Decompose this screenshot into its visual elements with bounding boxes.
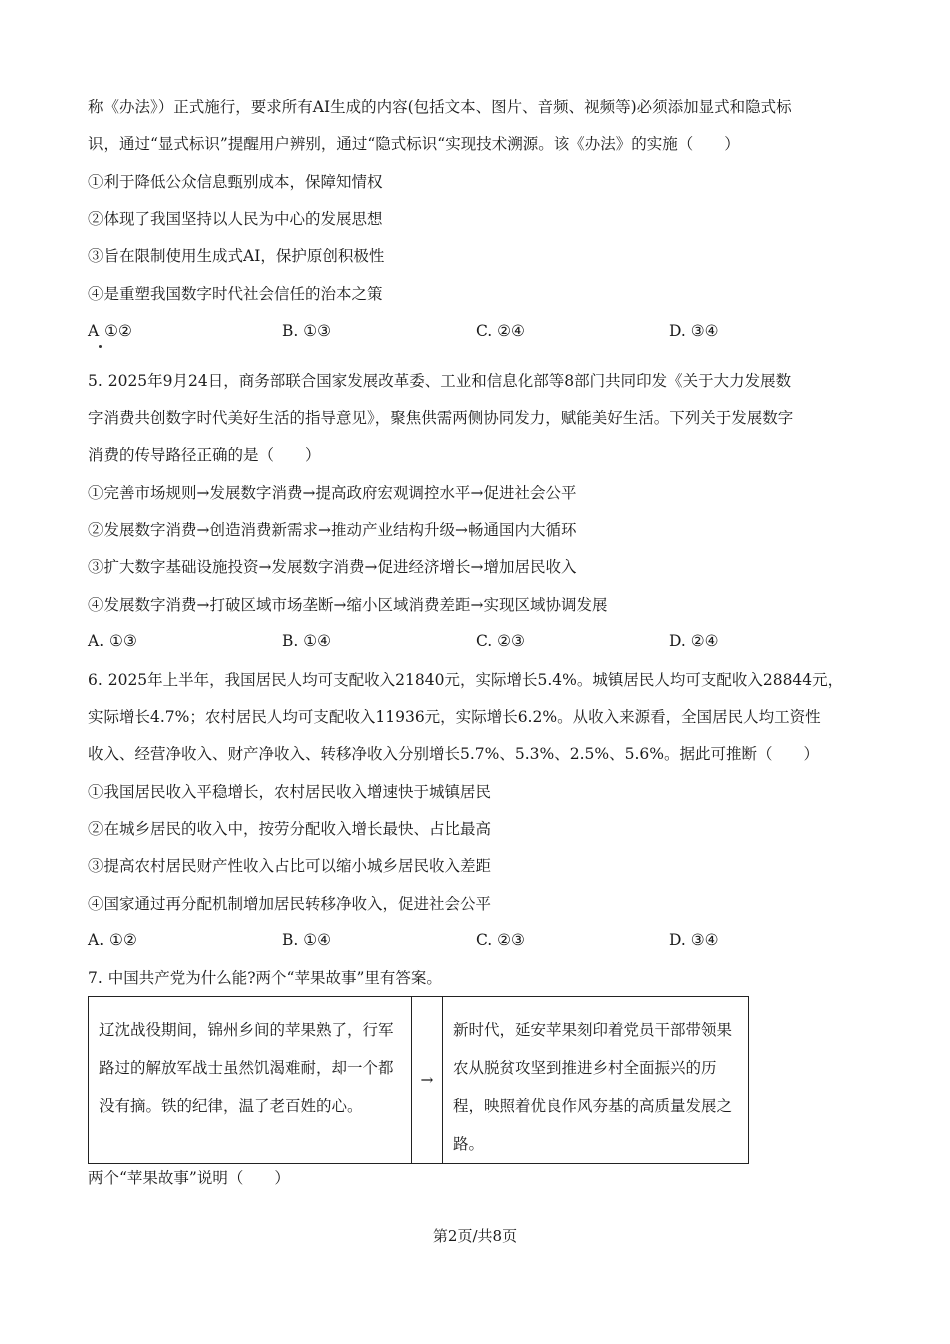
q5-option-b[interactable]: B. ①④ xyxy=(282,632,332,650)
q4-stem-line-1: 称《办法》）正式施行，要求所有AI生成的内容(包括文本、图片、音频、视频等)必须添加显式和隐式标 xyxy=(88,98,792,116)
q4-item-3: ③旨在限制使用生成式AI，保护原创积极性 xyxy=(88,247,385,265)
q6-option-c[interactable]: C. ②③ xyxy=(476,931,525,949)
apple-story-table xyxy=(88,996,749,1164)
q4-option-c[interactable]: C. ②④ xyxy=(476,322,525,340)
q6-item-4: ④国家通过再分配机制增加居民转移净收入，促进社会公平 xyxy=(88,895,492,913)
story-right-cell: 新时代，延安苹果刻印着党员干部带领果农从脱贫攻坚到推进乡村全面振兴的历程，映照着优良作风夯基的高质量发展之路。 xyxy=(443,997,749,1164)
q5-option-a[interactable]: A. ①③ xyxy=(88,632,137,650)
q4-option-d[interactable]: D. ③④ xyxy=(669,322,719,340)
q5-stem-line-1: 5. 2025年9月24日，商务部联合国家发展改革委、工业和信息化部等8部门共同印发《关于大力发展数 xyxy=(88,372,792,390)
q6-item-3: ③提高农村居民财产性收入占比可以缩小城乡居民收入差距 xyxy=(88,857,492,875)
q5-stem-line-3: 消费的传导路径正确的是（ ） xyxy=(88,446,321,464)
q4-option-b[interactable]: B. ①③ xyxy=(282,322,332,340)
page-footer: 第2页/共8页 xyxy=(432,1227,518,1245)
q4-item-1: ①利于降低公众信息甄别成本，保障知情权 xyxy=(88,173,383,191)
q6-option-b[interactable]: B. ①④ xyxy=(282,931,332,949)
q4-item-2: ②体现了我国坚持以人民为中心的发展思想 xyxy=(88,210,383,228)
q7-stem: 7. 中国共产党为什么能?两个“苹果故事”里有答案。 xyxy=(88,969,442,987)
q6-stem-line-2: 实际增长4.7%；农村居民人均可支配收入11936元，实际增长6.2%。从收入来源看，全国居民人均工资性 xyxy=(88,708,821,726)
q6-item-1: ①我国居民收入平稳增长，农村居民收入增速快于城镇居民 xyxy=(88,783,492,801)
q7-question: 两个“苹果故事”说明（ ） xyxy=(88,1169,290,1187)
q4-option-a[interactable]: A ①② xyxy=(88,322,132,340)
q6-stem-line-3: 收入、经营净收入、财产净收入、转移净收入分别增长5.7%、5.3%、2.5%、5.6%。据此可推断（ ） xyxy=(88,745,820,763)
q5-option-c[interactable]: C. ②③ xyxy=(476,632,525,650)
q5-item-4: ④发展数字消费→打破区域市场垄断→缩小区域消费差距→实现区域协调发展 xyxy=(88,596,608,614)
q4-options xyxy=(88,322,848,342)
arrow-icon: → xyxy=(412,997,443,1164)
q5-options xyxy=(88,632,848,652)
q6-stem-line-1: 6. 2025年上半年，我国居民人均可支配收入21840元，实际增长5.4%。城镇居民人均可支配收入28844元， xyxy=(88,671,844,689)
q6-option-a[interactable]: A. ①② xyxy=(88,931,137,949)
story-left-cell: 辽沈战役期间，锦州乡间的苹果熟了，行军路过的解放军战士虽然饥渴难耐，却一个都没有摘。铁的纪律，温了老百姓的心。 xyxy=(89,997,412,1164)
q5-item-3: ③扩大数字基础设施投资→发展数字消费→促进经济增长→增加居民收入 xyxy=(88,558,577,576)
q4-item-4: ④是重塑我国数字时代社会信任的治本之策 xyxy=(88,285,383,303)
q5-option-d[interactable]: D. ②④ xyxy=(669,632,719,650)
q5-item-2: ②发展数字消费→创造消费新需求→推动产业结构升级→畅通国内大循环 xyxy=(88,521,577,539)
q6-options xyxy=(88,931,848,951)
emphasis-dot xyxy=(99,345,102,348)
q6-item-2: ②在城乡居民的收入中，按劳分配收入增长最快、占比最高 xyxy=(88,820,492,838)
q4-stem-line-2: 识，通过“显式标识”提醒用户辨别，通过“隐式标识“实现技术溯源。该《办法》的实施（ ） xyxy=(88,135,740,153)
q5-stem-line-2: 字消费共创数字时代美好生活的指导意见》，聚焦供需两侧协同发力，赋能美好生活。下列关于发展数字 xyxy=(88,409,794,427)
q6-option-d[interactable]: D. ③④ xyxy=(669,931,719,949)
q5-item-1: ①完善市场规则→发展数字消费→提高政府宏观调控水平→促进社会公平 xyxy=(88,484,577,502)
